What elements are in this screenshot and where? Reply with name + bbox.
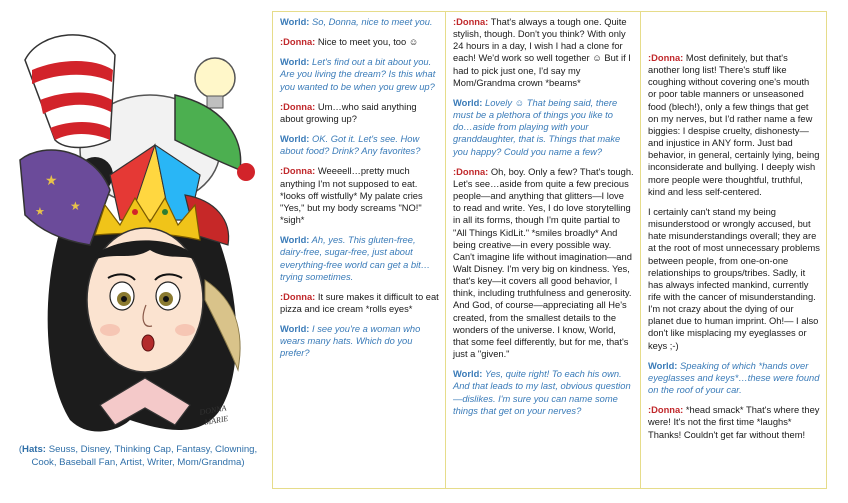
- dialogue-line: :Donna: Oh, boy. Only a few? That's tough. Let's see…aside from quite a few precious people—and anything that glitters—I love to read and write. Yes, I do love storytelling in all its forms, though I'm quite partial to "All Things KidLit." *smiles broadly* And being creative—in every possible way. Can't imagine life without imagination—and Walt Disney. I'm very big on kindness. Yes, that's key—it covers all good behavior, I think, including truthfulness and generosity. And God, of course—appreciating all He's created, from the smallest details to the wonders of the universe. I know, World, that some feel differently, but for me, that's just a "given.": [453, 166, 634, 360]
- dialogue-line: World: Let's find out a bit about you. Are you living the dream? Is this what you wanted to be when you grew up?: [280, 57, 436, 92]
- svg-text:★: ★: [35, 206, 45, 218]
- dialogue-line: :Donna: *head smack* That's where they were! It's not the first time *laughs* Thanks! Couldn't get far without them!: [648, 405, 820, 440]
- caption-label: Hats:: [22, 444, 47, 455]
- svg-text:DONNA: DONNA: [198, 403, 228, 417]
- dialogue-line: :Donna: It sure makes it difficult to eat pizza and ice cream *rolls eyes*: [280, 291, 439, 314]
- mouth: [142, 335, 154, 351]
- thinking-cap-bulb: [195, 58, 235, 98]
- dialogue-line: World: I see you're a woman who wears many hats. Which do you prefer?: [280, 324, 421, 359]
- dialogue-line: World: Yes, quite right! To each his own. And that leads to my last, obvious question—dislikes. I'm sure you can name some things that get on your nerves?: [453, 369, 631, 416]
- dialogue-line: World: OK. Got it. Let's see. How about food? Drink? Any favorites?: [280, 134, 421, 157]
- interview-column-2: [445, 12, 640, 488]
- svg-text:★: ★: [70, 199, 81, 213]
- svg-text:★: ★: [45, 172, 58, 188]
- interview-table: [272, 11, 827, 489]
- interview-column-1: [273, 12, 445, 488]
- dialogue-line: :Donna: Most definitely, but that's another long list! There's stuff like coughing without covering one's mouth or poor table manners or unseasoned food (blech!), only a few things that get on my nerves, but I'd rather name a few biggies: I despise cruelty, dishonesty—and injustice in ANY form. Just bad behavior, in general, certainly lying, being inconsiderate and bullying. I deeply wish more people were thoughtful, truthful, kind and less self-centered.: [648, 53, 820, 197]
- hat-lady-illustration: [0, 0, 270, 503]
- dialogue-line: World: Lovely ☺ That being said, there must be a plethora of things you like to do…aside from playing with your granddaughter, that is. Things that make you happy? Could you name a few?: [453, 97, 621, 157]
- dialogue-line: :Donna: Um…who said anything about growing up?: [280, 101, 417, 124]
- caption-text: Seuss, Disney, Thinking Cap, Fantasy, Clowning, Cook, Baseball Fan, Artist, Writer, Mom/Grandma: [31, 444, 258, 468]
- dialogue-line: I certainly can't stand my being misunderstood or wrongly accused, but hate misunderstandings overall; they are at the root of most unnecessary problems between people, from one-on-one relationships to groups/tribes. Sadly, it has always infected mankind, currently rife with the cancer of misunderstanding. I'm not crazy about the dying of our planet due to human imprint. Oh!— I also don't like misplacing my eyeglasses or keys ;-): [648, 206, 820, 351]
- dialogue-line: :Donna: Nice to meet you, too ☺: [280, 37, 419, 48]
- svg-text:MARIE: MARIE: [203, 413, 229, 427]
- dialogue-line: :Donna: That's always a tough one. Quite stylish, though. Don't you think? With only 24 hours in a day, I wish I had a clone for each! We'd work so well together ☺ But if I had to pick just one, I'd say my Mom/Grandma crown *beams*: [453, 17, 631, 88]
- dialogue-line: World: Ah, yes. This gluten-free, dairy-free, sugar-free, just about everything-free world can get a bit…trying sometimes.: [280, 235, 431, 282]
- dialogue-line: :Donna: Weeeell…pretty much anything I'm not supposed to eat. *looks off wistfully* My palate cries "Yes," but my body screams "NO!" *sigh*: [280, 166, 423, 226]
- dialogue-line: World: So, Donna, nice to meet you.: [280, 17, 433, 27]
- dialogue-line: World: Speaking of which *hands over eyeglasses and keys*…these were found on the roof of your car.: [648, 360, 820, 396]
- hats-caption: (Hats: Seuss, Disney, Thinking Cap, Fantasy, Clowning, Cook, Baseball Fan, Artist, Writer, Mom/Grandma): [18, 444, 258, 468]
- interview-column-3: [640, 12, 826, 488]
